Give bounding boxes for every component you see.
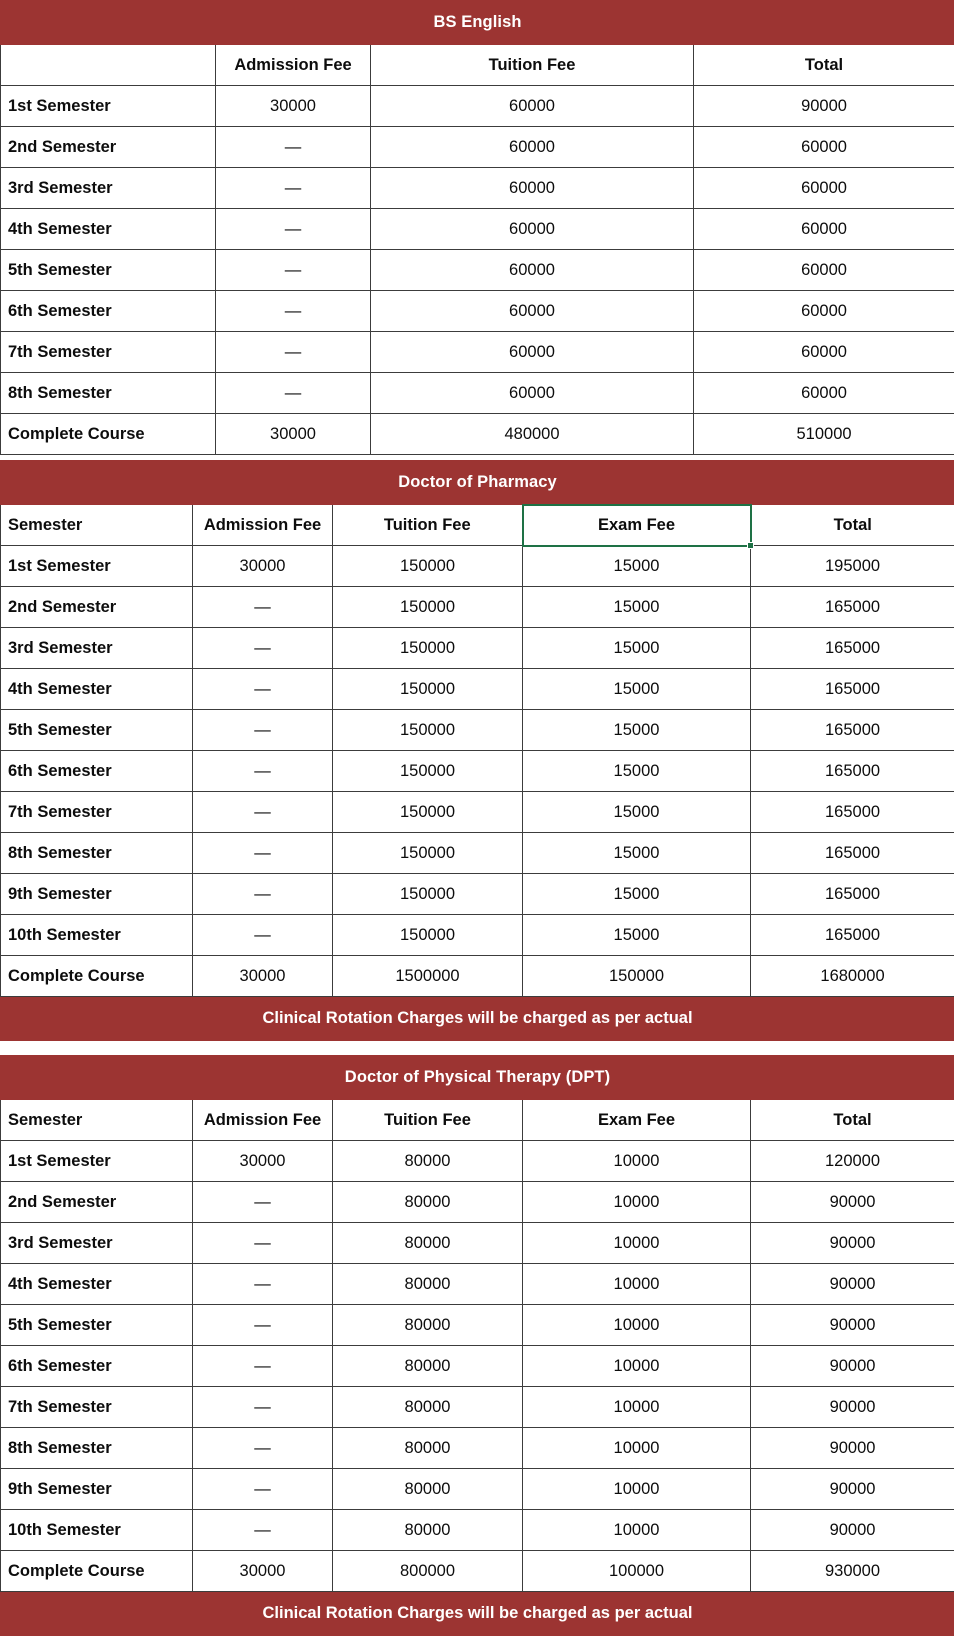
row-label: 5th Semester xyxy=(1,710,193,751)
fee-table-doctor-of-physical-therapy xyxy=(0,1055,954,1636)
table-footer-note-row xyxy=(1,997,954,1041)
cell-tuition-fee: 80000 xyxy=(333,1387,523,1428)
table-row xyxy=(1,1182,954,1223)
table-row xyxy=(1,1305,954,1346)
cell-admission-fee: 30000 xyxy=(193,956,333,997)
cell-tuition-fee: 150000 xyxy=(333,833,523,874)
cell-total: 120000 xyxy=(751,1141,954,1182)
cell-tuition-fee: 150000 xyxy=(333,710,523,751)
table-row xyxy=(1,587,954,628)
cell-admission-fee: — xyxy=(193,628,333,669)
table-row xyxy=(1,669,954,710)
table-row xyxy=(1,1469,954,1510)
cell-exam-fee: 15000 xyxy=(523,792,751,833)
cell-total: 60000 xyxy=(694,168,954,209)
cell-admission-fee: — xyxy=(193,915,333,956)
cell-total: 510000 xyxy=(694,414,954,455)
table-banner-title: BS English xyxy=(1,1,954,45)
column-header-admission-fee: Admission Fee xyxy=(193,505,333,546)
cell-total: 90000 xyxy=(751,1223,954,1264)
cell-admission-fee: — xyxy=(216,332,371,373)
cell-tuition-fee: 60000 xyxy=(371,127,694,168)
row-label: 2nd Semester xyxy=(1,587,193,628)
row-label: 3rd Semester xyxy=(1,1223,193,1264)
column-header-tuition-fee: Tuition Fee xyxy=(333,1100,523,1141)
cell-admission-fee: — xyxy=(193,669,333,710)
cell-tuition-fee: 80000 xyxy=(333,1469,523,1510)
row-label: Complete Course xyxy=(1,956,193,997)
cell-exam-fee: 15000 xyxy=(523,669,751,710)
column-header-admission-fee: Admission Fee xyxy=(193,1100,333,1141)
cell-exam-fee: 15000 xyxy=(523,833,751,874)
cell-admission-fee: — xyxy=(216,209,371,250)
cell-exam-fee: 10000 xyxy=(523,1387,751,1428)
table-row xyxy=(1,1387,954,1428)
cell-exam-fee: 10000 xyxy=(523,1510,751,1551)
table-footer-note-row xyxy=(1,1592,954,1636)
table-row xyxy=(1,332,954,373)
cell-admission-fee: — xyxy=(193,1264,333,1305)
table-banner-row xyxy=(1,1,954,45)
cell-total: 165000 xyxy=(751,833,954,874)
row-label: 7th Semester xyxy=(1,792,193,833)
table-row xyxy=(1,710,954,751)
table-row xyxy=(1,250,954,291)
cell-total: 90000 xyxy=(751,1264,954,1305)
cell-admission-fee: — xyxy=(193,792,333,833)
cell-admission-fee: — xyxy=(193,1387,333,1428)
cell-tuition-fee: 60000 xyxy=(371,86,694,127)
row-label: 6th Semester xyxy=(1,751,193,792)
row-label: 7th Semester xyxy=(1,332,216,373)
cell-total: 60000 xyxy=(694,127,954,168)
cell-total: 165000 xyxy=(751,874,954,915)
cell-tuition-fee: 80000 xyxy=(333,1428,523,1469)
cell-admission-fee: — xyxy=(193,1182,333,1223)
table-row xyxy=(1,915,954,956)
row-label: 3rd Semester xyxy=(1,628,193,669)
column-header-semester: Semester xyxy=(1,1100,193,1141)
cell-tuition-fee: 800000 xyxy=(333,1551,523,1592)
cell-total: 165000 xyxy=(751,710,954,751)
table-header-row xyxy=(1,45,954,86)
cell-exam-fee: 15000 xyxy=(523,546,751,587)
cell-tuition-fee: 60000 xyxy=(371,291,694,332)
cell-admission-fee: — xyxy=(193,874,333,915)
column-header-total: Total xyxy=(751,1100,954,1141)
cell-admission-fee: — xyxy=(193,833,333,874)
row-label: 9th Semester xyxy=(1,1469,193,1510)
row-label: 1st Semester xyxy=(1,546,193,587)
cell-tuition-fee: 150000 xyxy=(333,669,523,710)
table-row xyxy=(1,751,954,792)
table-row xyxy=(1,1264,954,1305)
cell-tuition-fee: 150000 xyxy=(333,546,523,587)
cell-tuition-fee: 1500000 xyxy=(333,956,523,997)
cell-total: 60000 xyxy=(694,332,954,373)
table-banner-title: Doctor of Physical Therapy (DPT) xyxy=(1,1056,954,1100)
column-header-semester: Semester xyxy=(1,505,193,546)
cell-tuition-fee: 80000 xyxy=(333,1305,523,1346)
cell-admission-fee: — xyxy=(216,127,371,168)
cell-exam-fee: 15000 xyxy=(523,874,751,915)
table-row xyxy=(1,1510,954,1551)
cell-tuition-fee: 150000 xyxy=(333,874,523,915)
row-label: 8th Semester xyxy=(1,1428,193,1469)
row-label: 1st Semester xyxy=(1,86,216,127)
cell-admission-fee: — xyxy=(193,1469,333,1510)
cell-tuition-fee: 80000 xyxy=(333,1346,523,1387)
cell-admission-fee: — xyxy=(216,291,371,332)
cell-total: 195000 xyxy=(751,546,954,587)
cell-admission-fee: — xyxy=(193,751,333,792)
table-row-total xyxy=(1,414,954,455)
cell-tuition-fee: 480000 xyxy=(371,414,694,455)
table-row xyxy=(1,1346,954,1387)
cell-exam-fee: 150000 xyxy=(523,956,751,997)
table-banner-row xyxy=(1,461,954,505)
table-banner-row xyxy=(1,1056,954,1100)
table-row xyxy=(1,209,954,250)
row-label: 8th Semester xyxy=(1,373,216,414)
cell-admission-fee: 30000 xyxy=(193,1551,333,1592)
cell-admission-fee: — xyxy=(193,587,333,628)
column-header-exam-fee-selected[interactable]: Exam Fee xyxy=(523,505,751,546)
table-row xyxy=(1,833,954,874)
row-label: 3rd Semester xyxy=(1,168,216,209)
table-separator xyxy=(0,1041,954,1055)
row-label: 7th Semester xyxy=(1,1387,193,1428)
cell-total: 165000 xyxy=(751,669,954,710)
cell-exam-fee: 10000 xyxy=(523,1264,751,1305)
column-header-admission-fee: Admission Fee xyxy=(216,45,371,86)
row-label: 4th Semester xyxy=(1,669,193,710)
cell-admission-fee: — xyxy=(193,710,333,751)
table-row xyxy=(1,628,954,669)
row-label: 1st Semester xyxy=(1,1141,193,1182)
footer-note-text: Clinical Rotation Charges will be charged as per actual xyxy=(1,997,954,1041)
column-header-tuition-fee: Tuition Fee xyxy=(333,505,523,546)
row-label: 10th Semester xyxy=(1,915,193,956)
row-label: 2nd Semester xyxy=(1,1182,193,1223)
cell-total: 90000 xyxy=(751,1428,954,1469)
row-label: 6th Semester xyxy=(1,1346,193,1387)
cell-total: 90000 xyxy=(751,1305,954,1346)
row-label: 4th Semester xyxy=(1,209,216,250)
cell-admission-fee: — xyxy=(216,250,371,291)
row-label: 9th Semester xyxy=(1,874,193,915)
cell-total: 60000 xyxy=(694,250,954,291)
table-row xyxy=(1,1428,954,1469)
cell-exam-fee: 15000 xyxy=(523,628,751,669)
cell-admission-fee: 30000 xyxy=(193,546,333,587)
table-header-row xyxy=(1,1100,954,1141)
cell-total: 90000 xyxy=(751,1510,954,1551)
table-row xyxy=(1,1223,954,1264)
cell-total: 90000 xyxy=(751,1182,954,1223)
table-row xyxy=(1,291,954,332)
cell-exam-fee: 15000 xyxy=(523,915,751,956)
cell-exam-fee: 10000 xyxy=(523,1182,751,1223)
cell-admission-fee: — xyxy=(193,1428,333,1469)
table-row xyxy=(1,168,954,209)
table-row xyxy=(1,874,954,915)
table-row xyxy=(1,373,954,414)
cell-tuition-fee: 150000 xyxy=(333,915,523,956)
cell-admission-fee: 30000 xyxy=(193,1141,333,1182)
cell-admission-fee: — xyxy=(193,1510,333,1551)
cell-tuition-fee: 60000 xyxy=(371,373,694,414)
cell-total: 1680000 xyxy=(751,956,954,997)
table-row xyxy=(1,546,954,587)
fee-table-doctor-of-pharmacy xyxy=(0,460,954,1041)
table-row-total xyxy=(1,956,954,997)
cell-total: 90000 xyxy=(751,1346,954,1387)
cell-exam-fee: 10000 xyxy=(523,1223,751,1264)
cell-exam-fee: 10000 xyxy=(523,1346,751,1387)
cell-tuition-fee: 80000 xyxy=(333,1510,523,1551)
table-row xyxy=(1,792,954,833)
cell-admission-fee: — xyxy=(193,1223,333,1264)
cell-admission-fee: 30000 xyxy=(216,414,371,455)
cell-exam-fee: 10000 xyxy=(523,1305,751,1346)
table-row xyxy=(1,127,954,168)
cell-tuition-fee: 60000 xyxy=(371,209,694,250)
cell-total: 60000 xyxy=(694,373,954,414)
cell-tuition-fee: 80000 xyxy=(333,1223,523,1264)
table-row xyxy=(1,1141,954,1182)
cell-tuition-fee: 80000 xyxy=(333,1141,523,1182)
cell-total: 90000 xyxy=(751,1387,954,1428)
column-header-tuition-fee: Tuition Fee xyxy=(371,45,694,86)
cell-admission-fee: 30000 xyxy=(216,86,371,127)
cell-total: 165000 xyxy=(751,751,954,792)
row-label: 8th Semester xyxy=(1,833,193,874)
cell-total: 165000 xyxy=(751,587,954,628)
table-row-total xyxy=(1,1551,954,1592)
row-label: 5th Semester xyxy=(1,250,216,291)
footer-note-text: Clinical Rotation Charges will be charged as per actual xyxy=(1,1592,954,1636)
cell-exam-fee: 10000 xyxy=(523,1469,751,1510)
cell-tuition-fee: 150000 xyxy=(333,751,523,792)
fill-handle[interactable] xyxy=(747,542,754,549)
table-row xyxy=(1,86,954,127)
column-header-exam-fee: Exam Fee xyxy=(523,1100,751,1141)
cell-exam-fee: 10000 xyxy=(523,1141,751,1182)
cell-tuition-fee: 150000 xyxy=(333,628,523,669)
cell-exam-fee: 15000 xyxy=(523,751,751,792)
cell-total: 165000 xyxy=(751,915,954,956)
table-banner-title: Doctor of Pharmacy xyxy=(1,461,954,505)
column-header-total: Total xyxy=(751,505,954,546)
row-label: Complete Course xyxy=(1,1551,193,1592)
cell-total: 90000 xyxy=(751,1469,954,1510)
cell-tuition-fee: 60000 xyxy=(371,250,694,291)
cell-admission-fee: — xyxy=(193,1346,333,1387)
row-label: 2nd Semester xyxy=(1,127,216,168)
cell-admission-fee: — xyxy=(193,1305,333,1346)
cell-total: 930000 xyxy=(751,1551,954,1592)
cell-tuition-fee: 60000 xyxy=(371,168,694,209)
cell-admission-fee: — xyxy=(216,168,371,209)
cell-tuition-fee: 150000 xyxy=(333,792,523,833)
cell-total: 90000 xyxy=(694,86,954,127)
cell-admission-fee: — xyxy=(216,373,371,414)
cell-total: 165000 xyxy=(751,792,954,833)
column-header-semester xyxy=(1,45,216,86)
fee-table-bs-english xyxy=(0,0,954,455)
cell-tuition-fee: 60000 xyxy=(371,332,694,373)
row-label: 10th Semester xyxy=(1,1510,193,1551)
cell-exam-fee: 15000 xyxy=(523,587,751,628)
cell-tuition-fee: 80000 xyxy=(333,1264,523,1305)
cell-total: 165000 xyxy=(751,628,954,669)
cell-tuition-fee: 150000 xyxy=(333,587,523,628)
row-label: 5th Semester xyxy=(1,1305,193,1346)
cell-exam-fee: 10000 xyxy=(523,1428,751,1469)
row-label: 4th Semester xyxy=(1,1264,193,1305)
column-header-total: Total xyxy=(694,45,954,86)
cell-total: 60000 xyxy=(694,209,954,250)
row-label: 6th Semester xyxy=(1,291,216,332)
cell-exam-fee: 15000 xyxy=(523,710,751,751)
cell-exam-fee: 100000 xyxy=(523,1551,751,1592)
table-header-row xyxy=(1,505,954,546)
cell-tuition-fee: 80000 xyxy=(333,1182,523,1223)
row-label: Complete Course xyxy=(1,414,216,455)
cell-total: 60000 xyxy=(694,291,954,332)
